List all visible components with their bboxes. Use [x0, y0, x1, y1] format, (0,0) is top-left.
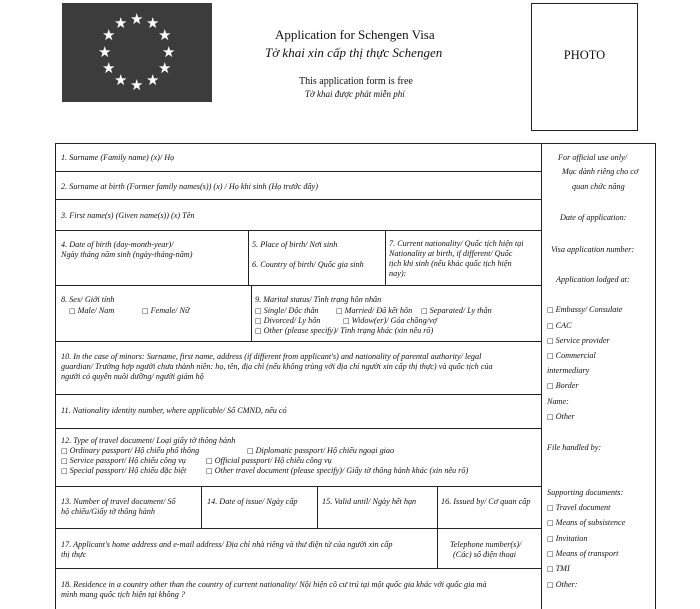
official-use-heading: For official use only/: [558, 153, 627, 162]
checkbox-marital-other[interactable]: □ Other (please specify)/ Tình trạng khác (xin nêu rõ): [255, 326, 433, 336]
star-icon: ★: [114, 14, 128, 32]
field-10-line-2: guardian/ Trường hợp người chưa thành niên: họ, tên, địa chỉ (nếu không trùng với địa chỉ người xin cấp thị thực) và quốc tịch của: [61, 362, 493, 371]
field-10-minors[interactable]: 10. In the case of minors: Surname, first name, address (if different from applicant's) and nationality of parental authority/ legal: [61, 352, 482, 361]
visa-application-number: Visa application number:: [551, 245, 635, 254]
photo-box: [531, 3, 638, 131]
file-handled-by: File handled by:: [547, 443, 602, 452]
field-7-nationality[interactable]: 7. Current nationality/ Quốc tịch hiện tại: [389, 239, 524, 248]
checkbox-commercial[interactable]: □ Commercial: [547, 351, 596, 361]
field-13-line-2: hộ chiếu/Giấy tờ thông hành: [61, 507, 155, 516]
field-7-line-3: tịch khi sinh (nếu khác quốc tịch hiện: [389, 259, 512, 268]
field-11-national-id[interactable]: 11. Nationality identity number, where applicable/ Số CMND, nếu có: [61, 406, 287, 415]
eu-flag: [62, 3, 212, 102]
field-4-date-of-birth-vn: Ngày tháng năm sinh (ngày-tháng-năm): [61, 250, 193, 259]
star-icon: ★: [158, 26, 172, 44]
official-use-heading-vn: Mục dành riêng cho cơ: [562, 167, 639, 176]
checkbox-means-of-subsistence[interactable]: □ Means of subsistence: [547, 518, 625, 528]
field-4-date-of-birth[interactable]: 4. Date of birth (day-month-year)/: [61, 240, 174, 249]
supporting-documents: Supporting documents:: [547, 488, 624, 497]
commercial-intermediary: intermediary: [547, 366, 590, 375]
star-icon: ★: [102, 26, 116, 44]
field-1-surname[interactable]: 1. Surname (Family name) (x)/ Họ: [61, 153, 175, 162]
star-icon: ★: [114, 71, 128, 89]
checkbox-special-passport[interactable]: □ Special passport/ Hộ chiếu đặc biệt: [61, 466, 186, 476]
checkbox-widow[interactable]: □ Widow(er)/ Góa chồng/vợ: [343, 316, 437, 326]
official-use-heading-vn-2: quan chức năng: [572, 182, 625, 191]
field-5-place-of-birth[interactable]: 5. Place of birth/ Nơi sinh: [252, 240, 338, 249]
field-7-line-4: nay):: [389, 269, 407, 278]
field-17-line-2: thị thực: [61, 550, 87, 559]
field-15-valid-until[interactable]: 15. Valid until/ Ngày hết hạn: [322, 497, 417, 506]
field-10-line-3: người có quyền nuôi dưỡng/ người giám hộ: [61, 372, 204, 381]
star-icon: ★: [102, 59, 116, 77]
field-16-issued-by[interactable]: 16. Issued by/ Cơ quan cấp: [441, 497, 531, 506]
checkbox-other-travel-doc[interactable]: □ Other travel document (please specify)/ Giấy tờ thông hành khác (xin nêu rõ): [206, 466, 468, 476]
checkbox-divorced[interactable]: □ Divorced/ Ly hôn: [255, 316, 320, 326]
application-lodged-at: Application lodged at:: [556, 275, 630, 284]
field-14-date-of-issue[interactable]: 14. Date of issue/ Ngày cấp: [207, 497, 298, 506]
checkbox-cac[interactable]: □ CAC: [547, 321, 572, 331]
field-18-line-2: mình mang quốc tịch hiện tại không ?: [61, 590, 185, 599]
checkbox-ordinary-passport[interactable]: □ Ordinary passport/ Hộ chiếu phổ thông: [61, 446, 199, 456]
field-6-country-of-birth[interactable]: 6. Country of birth/ Quốc gia sinh: [252, 260, 364, 269]
title-vn: Tờ khai xin cấp thị thực Schengen: [265, 45, 443, 60]
field-13-travel-doc-number[interactable]: 13. Number of travel document/ Số: [61, 497, 176, 506]
checkbox-female[interactable]: □ Female/ Nữ: [142, 306, 189, 316]
field-12-travel-doc-type: 12. Type of travel document/ Loại giấy tờ thông hành: [61, 436, 236, 445]
field-telephone-vn: (Các) số điện thoại: [453, 550, 516, 559]
checkbox-diplomatic-passport[interactable]: □ Diplomatic passport/ Hộ chiếu ngoại giao: [247, 446, 394, 456]
star-icon: ★: [130, 10, 144, 28]
checkbox-embassy[interactable]: □ Embassy/ Consulate: [547, 305, 622, 315]
date-of-application: Date of application:: [560, 213, 627, 222]
checkbox-married[interactable]: □ Married/ Đã kết hôn: [336, 306, 412, 316]
checkbox-other[interactable]: □ Other: [547, 412, 575, 422]
photo-label: PHOTO: [563, 48, 606, 62]
star-icon: ★: [146, 14, 160, 32]
free-note-vn: Tờ khai được phát miễn phí: [305, 89, 405, 99]
checkbox-service-provider[interactable]: □ Service provider: [547, 336, 610, 346]
checkbox-other-docs[interactable]: □ Other:: [547, 580, 577, 590]
checkbox-single[interactable]: □ Single/ Độc thân: [255, 306, 319, 316]
checkbox-border[interactable]: □ Border: [547, 381, 579, 391]
field-telephone[interactable]: Telephone number(s)/: [450, 540, 522, 549]
field-7-line-2: Nationality at birth, if different/ Quốc: [389, 249, 513, 258]
field-2-surname-at-birth[interactable]: 2. Surname at birth (Former family names(s)) (x) / Họ khi sinh (Họ trước đây): [61, 182, 318, 191]
field-17-address[interactable]: 17. Applicant's home address and e-mail address/ Địa chỉ nhà riêng và thư điện tử của người xin cấp: [61, 540, 393, 549]
star-icon: ★: [158, 59, 172, 77]
checkbox-service-passport[interactable]: □ Service passport/ Hộ chiếu công vụ: [61, 456, 186, 466]
checkbox-official-passport[interactable]: □ Official passport/ Hộ chiếu công vụ: [206, 456, 332, 466]
star-icon: ★: [162, 43, 176, 61]
star-icon: ★: [146, 71, 160, 89]
star-icon: ★: [130, 76, 144, 94]
field-9-marital-status: 9. Marital status/ Tình trạng hôn nhân: [255, 295, 382, 304]
application-form: [55, 143, 542, 609]
star-icon: ★: [98, 43, 112, 61]
field-18-residence[interactable]: 18. Residence in a country other than the country of current nationality/ Nội hiện cô cư trú tại một quốc gia khác với quốc gia mà: [61, 580, 487, 589]
checkbox-separated[interactable]: □ Separated/ Ly thân: [421, 306, 492, 316]
checkbox-male[interactable]: □ Male/ Nam: [69, 306, 114, 316]
field-8-sex: 8. Sex/ Giới tính: [61, 295, 115, 304]
free-note-en: This application form is free: [299, 76, 413, 87]
checkbox-means-of-transport[interactable]: □ Means of transport: [547, 549, 618, 559]
checkbox-invitation[interactable]: □ Invitation: [547, 534, 587, 544]
field-3-first-names[interactable]: 3. First name(s) (Given name(s)) (x) Tên: [61, 211, 195, 220]
title-en: Application for Schengen Visa: [275, 27, 435, 42]
checkbox-tmi[interactable]: □ TMI: [547, 564, 570, 574]
official-use-panel: [542, 143, 656, 609]
checkbox-travel-document[interactable]: □ Travel document: [547, 503, 610, 513]
name-label: Name:: [547, 397, 569, 406]
